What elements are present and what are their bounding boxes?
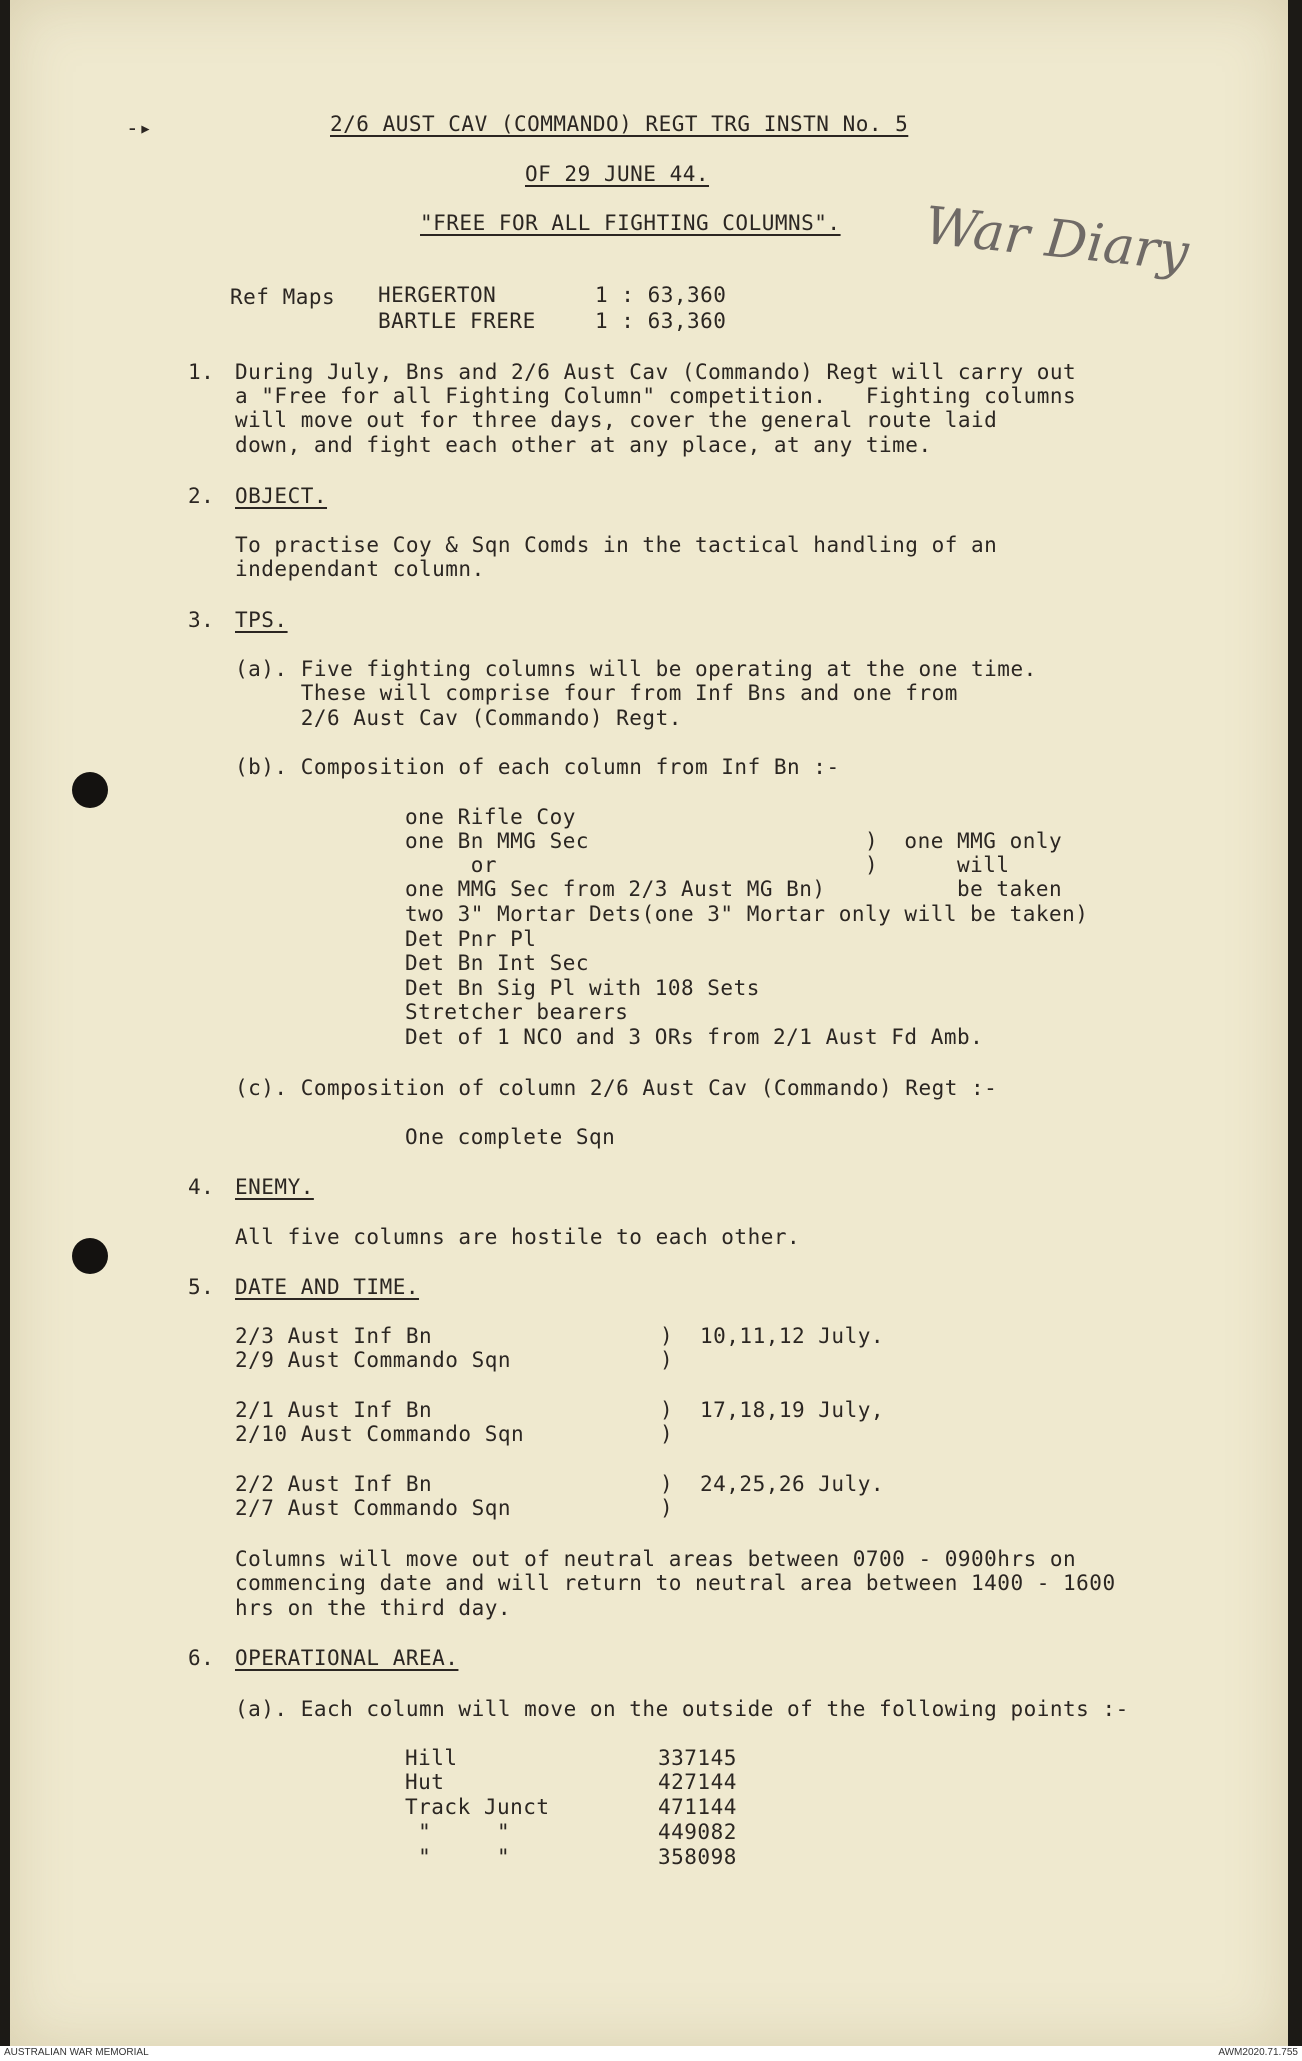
document-title: 2/6 AUST CAV (COMMANDO) REGT TRG INSTN No. 5 <box>330 112 909 136</box>
paragraph-line: (c). Composition of column 2/6 Aust Cav (Commando) Regt :- <box>235 1076 998 1100</box>
point-ref: 471144 <box>658 1795 737 1819</box>
map-name: HERGERTON <box>378 283 497 307</box>
bracket: ) <box>660 1348 674 1372</box>
map-scale: 1 : 63,360 <box>595 309 727 333</box>
paragraph-line: During July, Bns and 2/6 Aust Cav (Commando) Regt will carry out <box>235 360 1077 384</box>
unit-name: 2/2 Aust Inf Bn <box>235 1472 433 1496</box>
bracket: ) <box>660 1398 674 1422</box>
paragraph-line: independant column. <box>235 557 485 581</box>
bracket: ) <box>660 1324 674 1348</box>
list-item: one Bn MMG Sec <box>405 829 590 853</box>
paragraph-line: down, and fight each other at any place, at any time. <box>235 433 932 457</box>
list-item: Det Pnr Pl <box>405 927 537 951</box>
paragraph-line: These will comprise four from Inf Bns and one from <box>235 681 958 705</box>
bracket-note: ) will <box>865 853 1010 877</box>
point-name: Hill <box>405 1746 458 1770</box>
paragraph-line: will move out for three days, cover the general route laid <box>235 408 998 432</box>
section-number: 1. <box>188 360 215 384</box>
paragraph-line: (a). Five fighting columns will be operating at the one time. <box>235 657 1037 681</box>
unit-dates: 10,11,12 July. <box>700 1324 885 1348</box>
document-subtitle: "FREE FOR ALL FIGHTING COLUMNS". <box>420 211 841 235</box>
section-heading: DATE AND TIME. <box>235 1275 420 1299</box>
unit-dates: 24,25,26 July. <box>700 1472 885 1496</box>
paragraph-line: All five columns are hostile to each other. <box>235 1225 801 1249</box>
point-name: Hut <box>405 1770 445 1794</box>
unit-name: 2/3 Aust Inf Bn <box>235 1324 433 1348</box>
bracket-note: be taken <box>865 877 1063 901</box>
section-number: 3. <box>188 608 215 632</box>
point-ref: 337145 <box>658 1746 737 1770</box>
point-name: " " <box>405 1820 511 1844</box>
bracket-note: ) one MMG only <box>865 829 1063 853</box>
paragraph-line: To practise Coy & Sqn Comds in the tactical handling of an <box>235 533 998 557</box>
bracket: ) <box>660 1496 674 1520</box>
bracket: ) <box>660 1472 674 1496</box>
list-item: Det Bn Int Sec <box>405 951 590 975</box>
section-heading: OBJECT. <box>235 484 328 508</box>
section-number: 6. <box>188 1646 215 1670</box>
list-item: Stretcher bearers <box>405 1000 629 1024</box>
archive-footer <box>0 2046 1302 2061</box>
maps-label: Ref Maps <box>230 285 336 309</box>
section-number: 5. <box>188 1275 215 1299</box>
archive-reference: AWM2020.71.755 <box>1218 2047 1298 2058</box>
paragraph-line: a "Free for all Fighting Column" competition. Fighting columns <box>235 384 1077 408</box>
list-item: one MMG Sec from 2/3 Aust MG Bn) <box>405 877 826 901</box>
punch-hole <box>72 772 108 808</box>
list-item: Det of 1 NCO and 3 ORs from 2/1 Aust Fd Amb. <box>405 1025 984 1049</box>
paragraph-line: (b). Composition of each column from Inf Bn :- <box>235 755 840 779</box>
section-number: 4. <box>188 1175 215 1199</box>
margin-mark: -▸ <box>126 116 153 140</box>
point-name: Track Junct <box>405 1795 550 1819</box>
unit-name: 2/10 Aust Commando Sqn <box>235 1422 525 1446</box>
paragraph-line: (a). Each column will move on the outside of the following points :- <box>235 1697 1129 1721</box>
list-item: or <box>405 853 498 877</box>
archive-name: AUSTRALIAN WAR MEMORIAL <box>4 2047 149 2058</box>
unit-name: 2/1 Aust Inf Bn <box>235 1398 433 1422</box>
paragraph-line: Columns will move out of neutral areas between 0700 - 0900hrs on <box>235 1547 1077 1571</box>
point-name: " " <box>405 1845 511 1869</box>
unit-dates: 17,18,19 July, <box>700 1398 885 1422</box>
paragraph-line: 2/6 Aust Cav (Commando) Regt. <box>235 706 682 730</box>
paragraph-line: commencing date and will return to neutral area between 1400 - 1600 <box>235 1571 1116 1595</box>
point-ref: 358098 <box>658 1845 737 1869</box>
list-item: One complete Sqn <box>405 1125 616 1149</box>
point-ref: 449082 <box>658 1820 737 1844</box>
list-item: Det Bn Sig Pl with 108 Sets <box>405 976 760 1000</box>
section-number: 2. <box>188 484 215 508</box>
bracket: ) <box>660 1422 674 1446</box>
list-item: one Rifle Coy <box>405 805 576 829</box>
list-item: two 3" Mortar Dets(one 3" Mortar only will be taken) <box>405 902 1089 926</box>
handwritten-annotation: War Diary <box>921 196 1192 284</box>
section-heading: ENEMY. <box>235 1175 314 1199</box>
section-heading: OPERATIONAL AREA. <box>235 1646 459 1670</box>
unit-name: 2/7 Aust Commando Sqn <box>235 1496 512 1520</box>
paragraph-line: hrs on the third day. <box>235 1596 512 1620</box>
document-page <box>10 0 1288 2046</box>
map-scale: 1 : 63,360 <box>595 283 727 307</box>
point-ref: 427144 <box>658 1770 737 1794</box>
unit-name: 2/9 Aust Commando Sqn <box>235 1348 512 1372</box>
section-heading: TPS. <box>235 608 288 632</box>
map-name: BARTLE FRERE <box>378 309 536 333</box>
punch-hole <box>72 1238 108 1274</box>
document-date: OF 29 JUNE 44. <box>525 162 710 186</box>
